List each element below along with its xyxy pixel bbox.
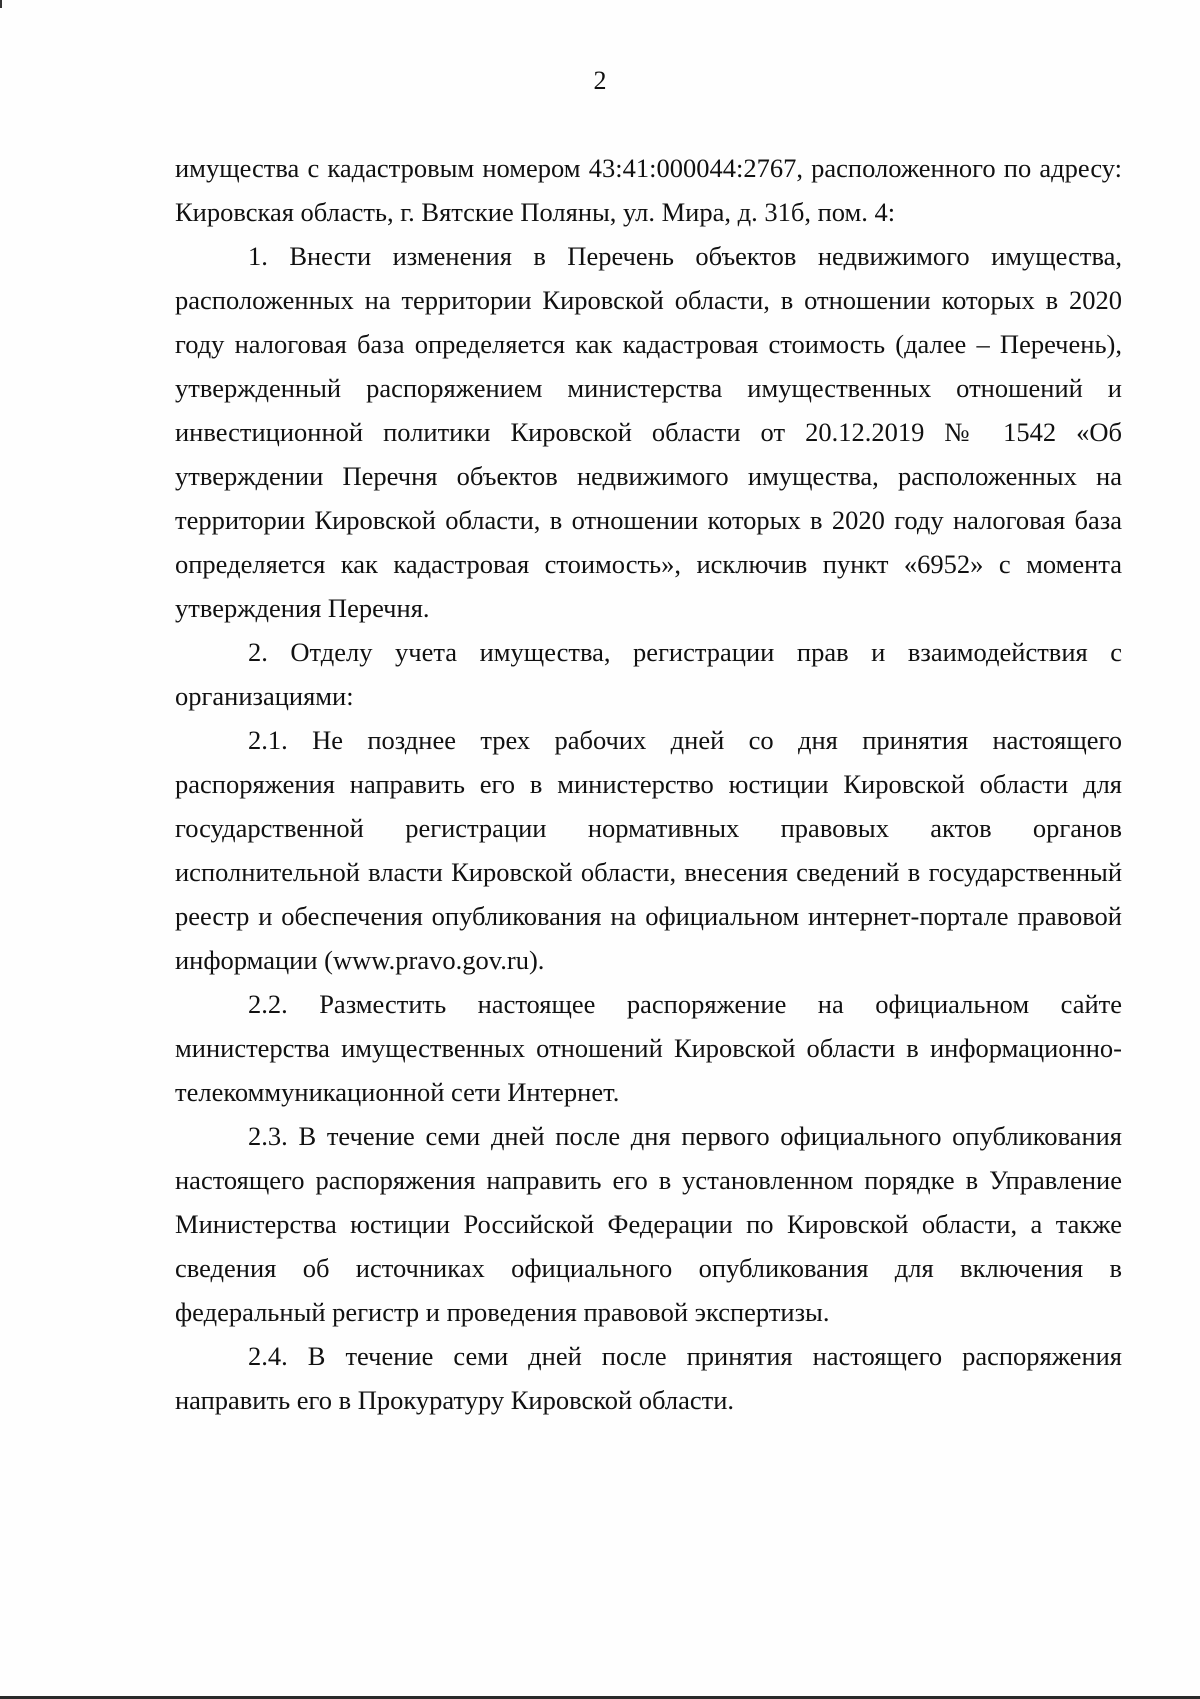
document-body [175, 146, 1122, 1422]
paragraph-item-2-3: 2.3. В течение семи дней после дня первого официального опубликования настоящего распоряжения направить его в установленном порядке в Управление Министерства юстиции Российской Федерации по Кировской области, а также сведения об источниках официального опубликования для включения в федеральный регистр и проведения правовой экспертизы. [175, 1121, 1122, 1327]
paragraph-item-2-2: 2.2. Разместить настоящее распоряжение на официальном сайте министерства имущественных отношений Кировской области в информационно-телекоммуникационной сети Интернет. [175, 989, 1122, 1107]
paragraph-intro: имущества с кадастровым номером 43:41:000044:2767, расположенного по адресу: Кировская область, г. Вятские Поляны, ул. Мира, д. 31б, пом. 4: [175, 153, 1122, 227]
paragraph-item-1: 1. Внести изменения в Перечень объектов недвижимого имущества, расположенных на территории Кировской области, в отношении которых в 2020 году налоговая база определяется как кадастровая стоимость (далее – Перечень), утвержденный распоряжением министерства имущественных отношений и инвестиционной политики Кировской области от 20.12.2019 № 1542 «Об утверждении Перечня объектов недвижимого имущества, расположенных на территории Кировской области, в отношении которых в 2020 году налоговая база определяется как кадастровая стоимость», исключив пункт «6952» с момента утверждения Перечня. [175, 241, 1122, 623]
scan-mark [0, 0, 2, 8]
page-number: 2 [593, 66, 607, 95]
paragraph-item-2: 2. Отделу учета имущества, регистрации прав и взаимодействия с организациями: [175, 637, 1122, 711]
paragraph-item-2-4: 2.4. В течение семи дней после принятия настоящего распоряжения направить его в Прокуратуру Кировской области. [175, 1341, 1122, 1415]
paragraph-item-2-1: 2.1. Не позднее трех рабочих дней со дня принятия настоящего распоряжения направить его в министерство юстиции Кировской области для государственной регистрации нормативных правовых актов органов исполнительной власти Кировской области, внесения сведений в государственный реестр и обеспечения опубликования на официальном интернет-портале правовой информации (www.pravo.gov.ru). [175, 725, 1122, 975]
